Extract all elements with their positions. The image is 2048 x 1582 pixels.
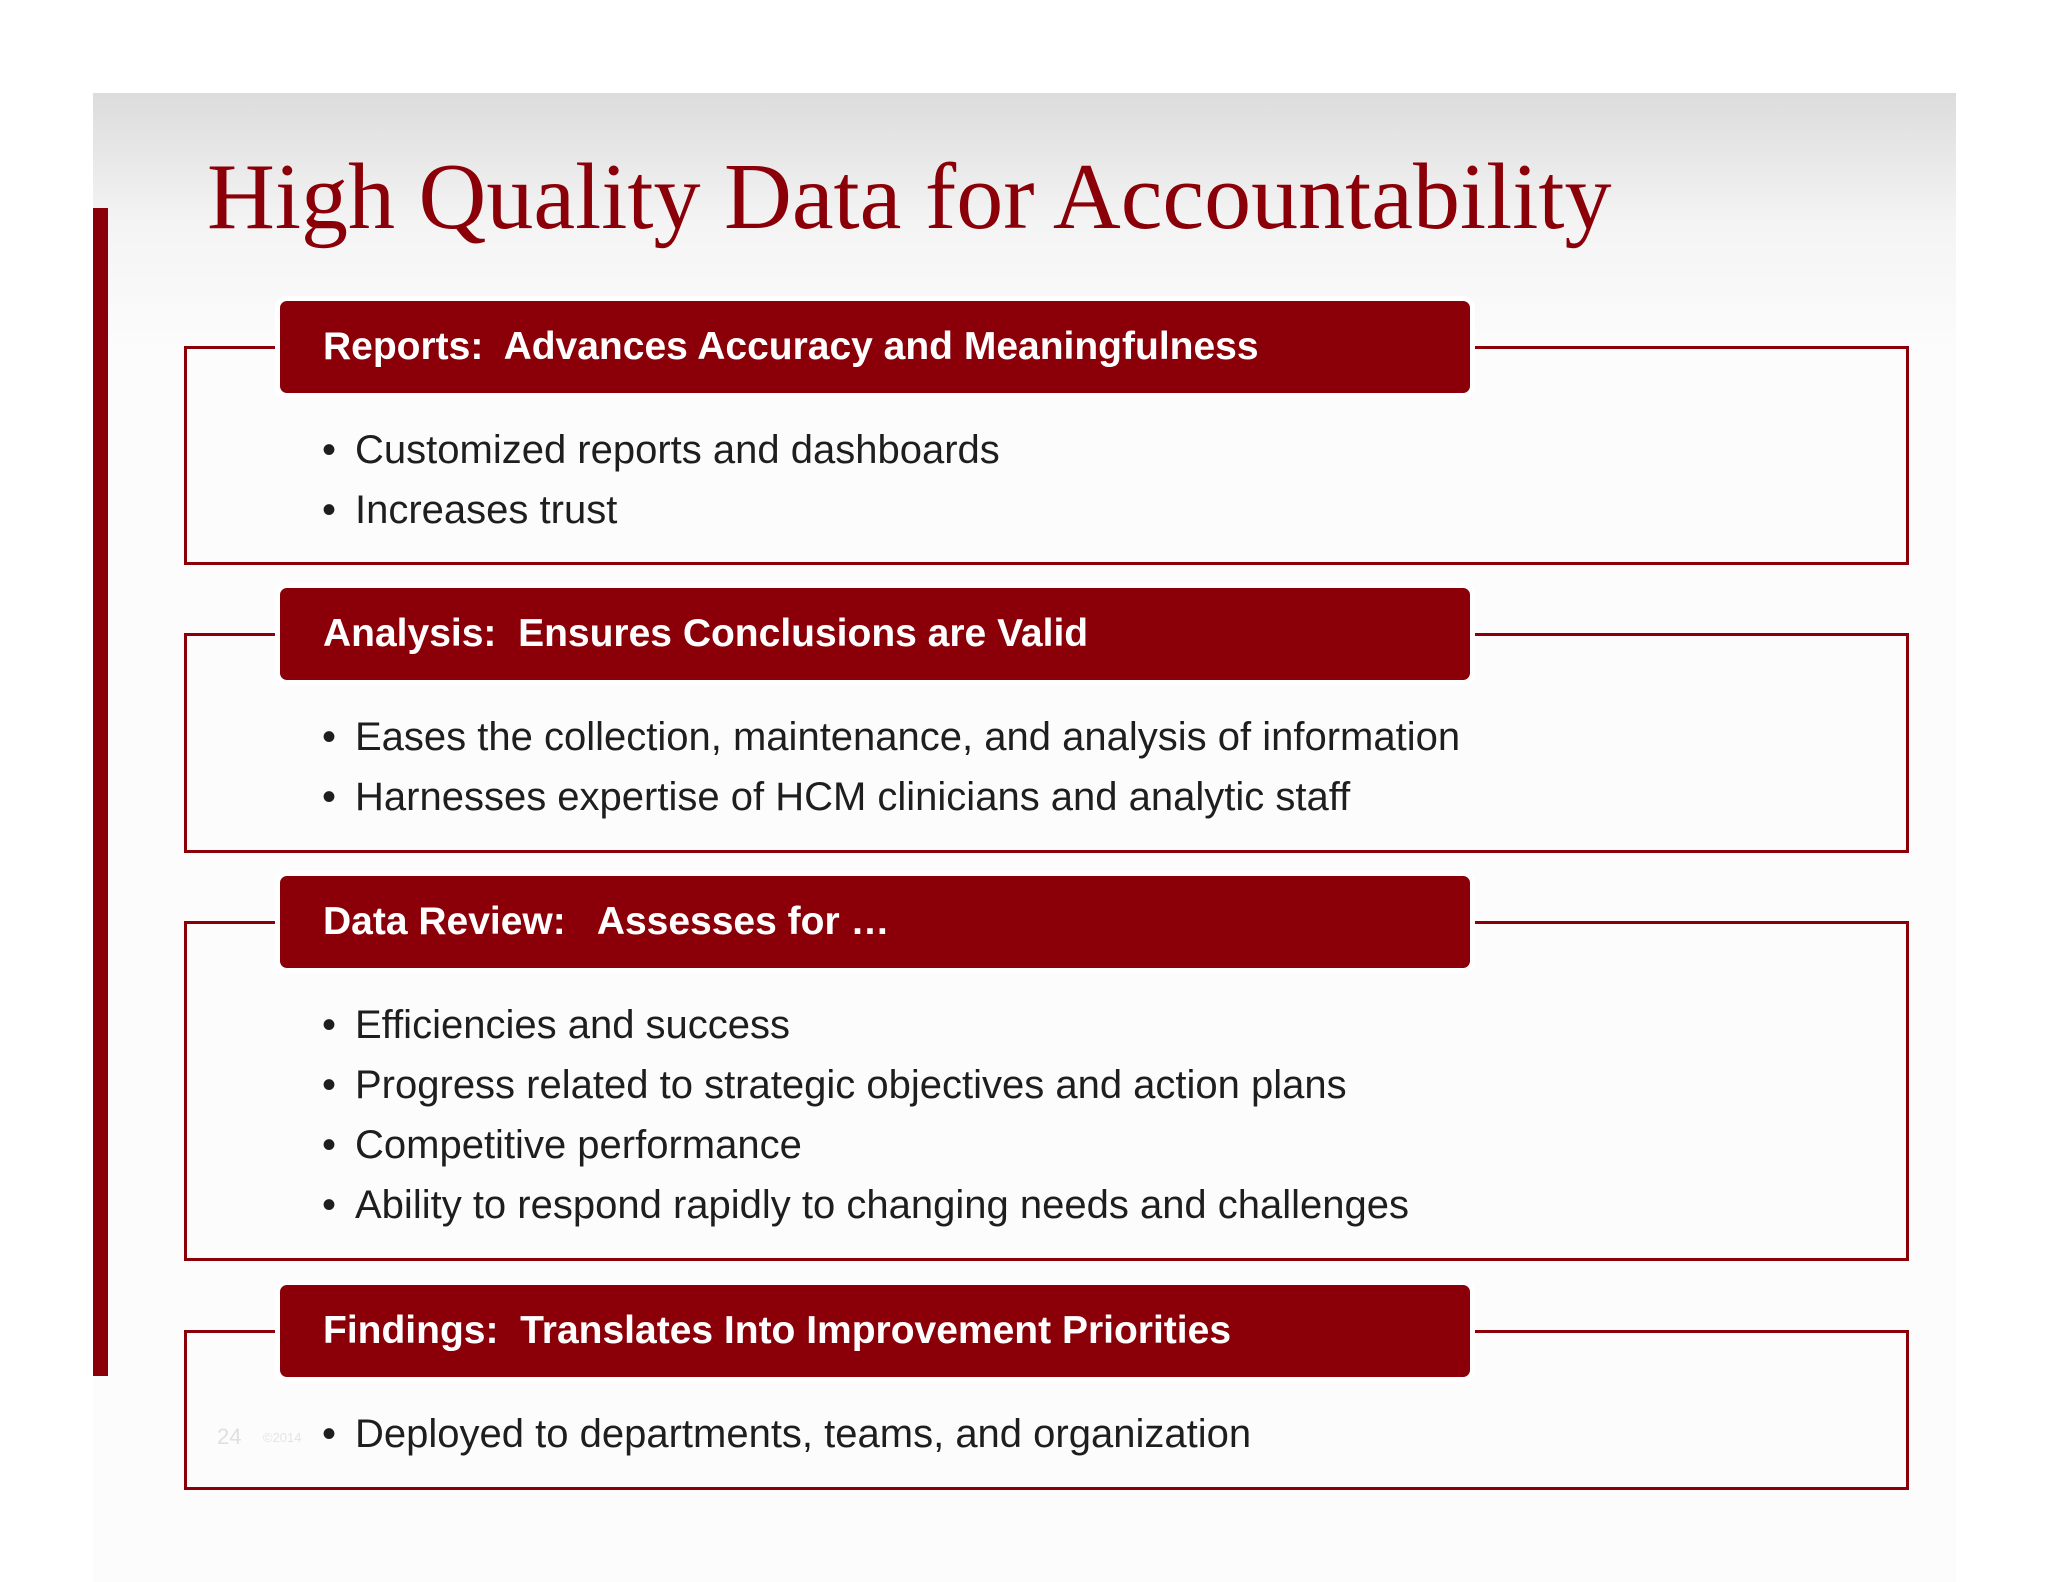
bullet-item: • Increases trust — [322, 480, 1000, 540]
section-header-analysis: Analysis: Ensures Conclusions are Valid — [275, 583, 1475, 685]
bullet-item: • Eases the collection, maintenance, and analysis of information — [322, 707, 1460, 767]
bullet-item: • Efficiencies and success — [322, 995, 1409, 1055]
bullet-item: • Progress related to strategic objectives and action plans — [322, 1055, 1409, 1115]
bullet-list-reports — [322, 420, 1000, 540]
bullet-item: • Deployed to departments, teams, and organization — [322, 1404, 1251, 1464]
slide-title: High Quality Data for Accountability — [207, 145, 1612, 249]
slide-number: 24 — [217, 1424, 242, 1449]
bullet-item: • Competitive performance — [322, 1115, 1409, 1175]
section-header-data-review: Data Review: Assesses for … — [275, 871, 1475, 973]
bullet-item: • Ability to respond rapidly to changing needs and challenges — [322, 1175, 1409, 1235]
section-header-reports: Reports: Advances Accuracy and Meaningfulness — [275, 296, 1475, 398]
bullet-item: • Customized reports and dashboards — [322, 420, 1000, 480]
accent-bar — [93, 208, 108, 1376]
section-header-findings: Findings: Translates Into Improvement Priorities — [275, 1280, 1475, 1382]
bullet-list-data-review — [322, 995, 1409, 1235]
bullet-item: • Harnesses expertise of HCM clinicians and analytic staff — [322, 767, 1460, 827]
bullet-list-findings — [322, 1404, 1251, 1464]
bullet-list-analysis — [322, 707, 1460, 827]
footer-text: ©2014 — [263, 1430, 302, 1445]
